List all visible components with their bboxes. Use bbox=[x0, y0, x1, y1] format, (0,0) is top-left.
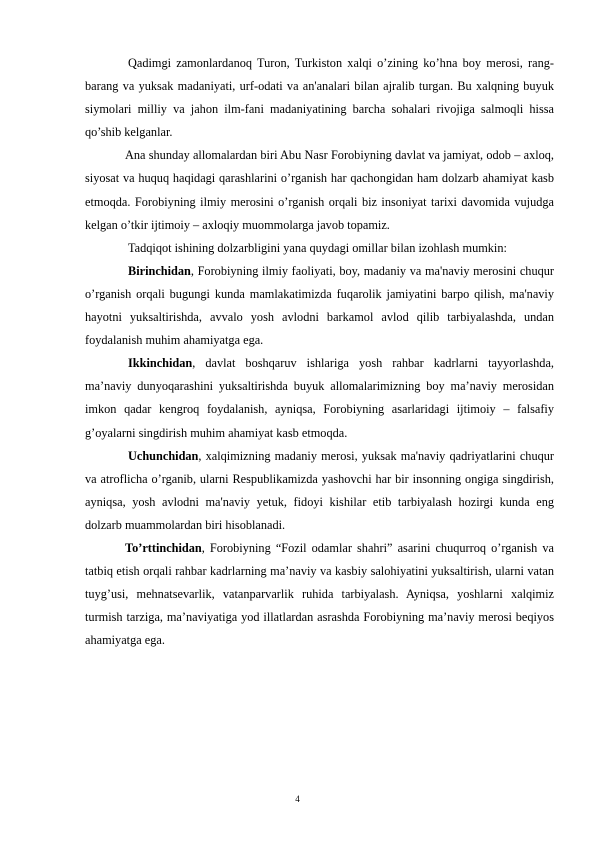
paragraph-text: Qadimgi zamonlardanoq Turon, Turkiston xalqi o’zining ko’hna boy merosi, rang-barang va yuksak madaniyati, urf-odati va an'analari bilan ajralib turgan. Bu xalqning buyuk siymolari milliy va jahon ilm-fani madaniyatining barcha sohalari rivojiga salmoqli hissa qo’shib kelganlar. bbox=[85, 56, 554, 140]
paragraph-lead: Uchunchidan bbox=[128, 448, 199, 463]
paragraph-relevance bbox=[85, 237, 554, 260]
paragraph-text: , Forobiyning ilmiy faoliyati, boy, madaniy va ma'naviy merosini chuqur o’rganish orqali bugungi kunda mamlakatimizda fuqarolik jamiyatini barpo qilish, ma'naviy hayotni yuksaltirishda, avvalo yosh avlodni barkamol avlod qilib tarbiyalashda, undan foydalanish muhim ahamiyatga ega. bbox=[85, 263, 554, 348]
paragraph-first bbox=[85, 260, 554, 352]
paragraph-third bbox=[85, 445, 554, 537]
paragraph-text: , Forobiyning “Fozil odamlar shahri” asarini chuqurroq o’rganish va tatbiq etish orqali rahbar kadrlarning ma’naviy va kasbiy salohiyatini yuksaltirish, ularni vatan tuyg’usi, mehnatsevarlik, vatanparvarlik ruhida tarbiyalash. Ayniqsa, yoshlarni xalqimiz turmish tarziga, ma’naviyatiga yod illatlardan asrashda Forobiyning ma’naviy merosi beqiyos ahamiyatga ega. bbox=[85, 540, 554, 648]
document-body bbox=[85, 52, 554, 652]
paragraph-fourth bbox=[85, 537, 554, 652]
page-number: 4 bbox=[295, 794, 300, 804]
paragraph-second bbox=[85, 352, 554, 444]
paragraph-lead: To’rttinchidan bbox=[125, 540, 202, 555]
paragraph-lead: Ikkinchidan bbox=[128, 356, 193, 371]
paragraph-text: Ana shunday allomalardan biri Abu Nasr Forobiyning davlat va jamiyat, odob – axloq, siyosat va huquq haqidagi qarashlarini o’rganish har qachongidan ham dolzarb ahamiyat kasb etmoqda. Forobiyning ilmiy merosini o’rganish orqali biz insoniyat tarixi davomida vujudga kelgan o’tkir ijtimoiy – axloqiy muommolarga javob topamiz. bbox=[85, 148, 554, 232]
paragraph-lead: Birinchidan bbox=[128, 263, 191, 278]
paragraph-text: , xalqimizning madaniy merosi, yuksak ma'naviy qadriyatlarini chuqur va atroflicha o’rganib, ularni Respublikamizda yashovchi har bir insonning ongiga singdirish, ayniqsa, yosh avlodni ma'naviy yetuk, fidoyi kishilar etib tarbiyalash hozirgi kunda eng dolzarb muammolardan biri hisoblanadi. bbox=[85, 448, 554, 532]
paragraph-text: Tadqiqot ishining dolzarbligini yana quydagi omillar bilan izohlash mumkin: bbox=[128, 240, 507, 255]
paragraph-text: , davlat boshqaruv ishlariga yosh rahbar kadrlarni tayyorlashda, ma’naviy dunyoqarashini yuksaltirishda buyuk allomalarimizning boy ma’naviy merosidan imkon qadar kengroq foydalanish, ayniqsa, Forobiyning asarlaridagi ijtimoiy – falsafiy g’oyalarni singdirish muhim ahamiyat kasb etmoqda. bbox=[85, 356, 554, 440]
paragraph-forobiy bbox=[85, 144, 554, 236]
paragraph-intro bbox=[85, 52, 554, 144]
